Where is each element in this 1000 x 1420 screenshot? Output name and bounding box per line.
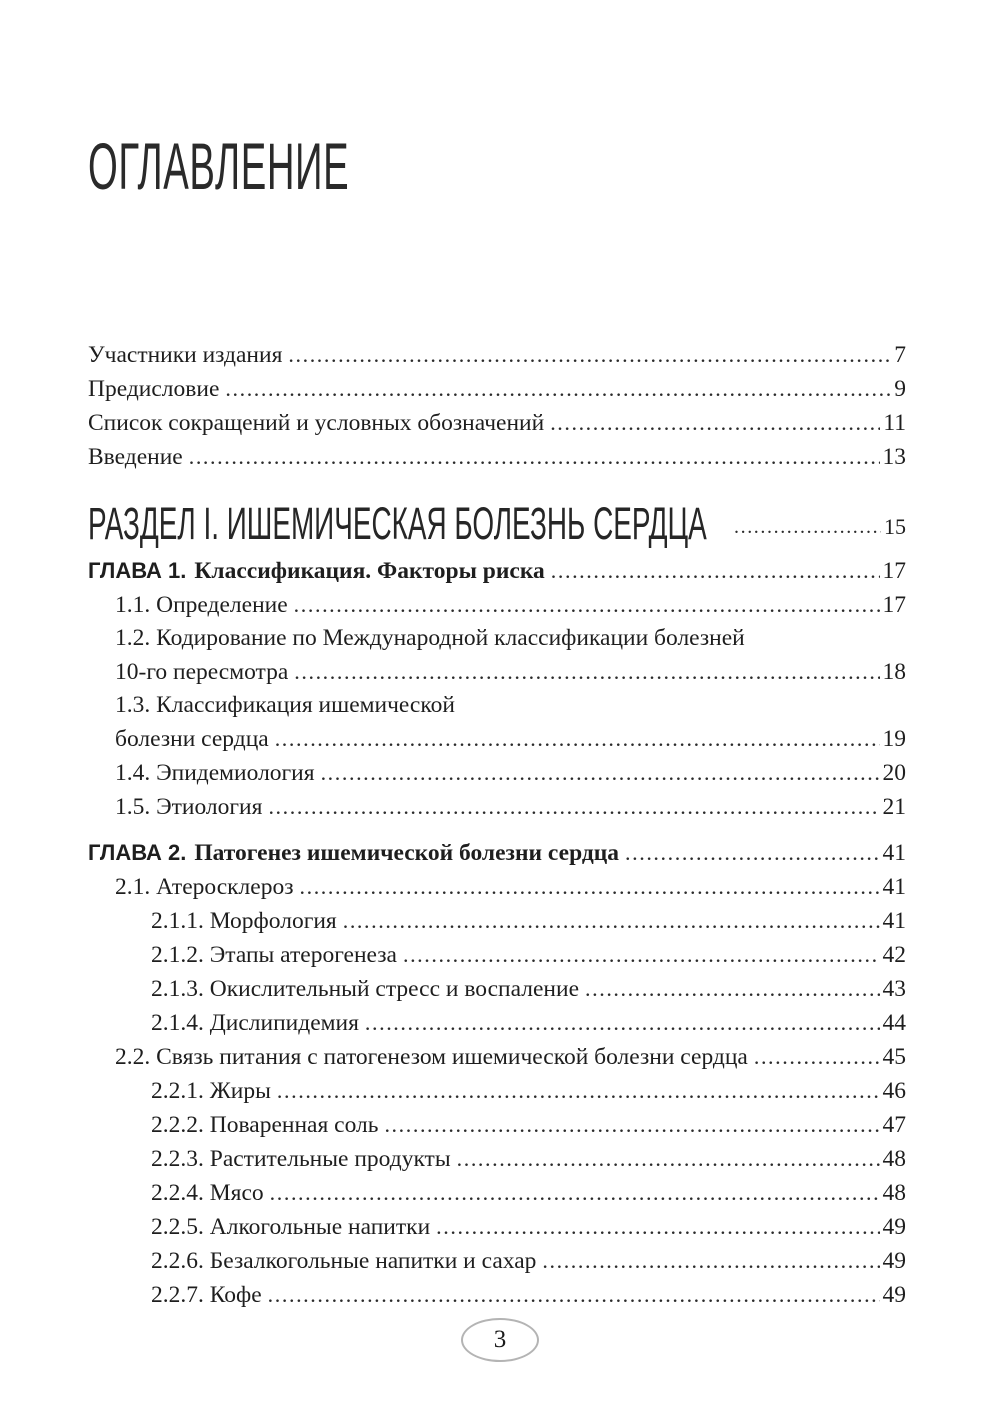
toc-entry-page-number: 47: [882, 1112, 906, 1138]
toc-entry-label: 2.2.5. Алкогольные напитки: [151, 1214, 431, 1240]
toc-entry-label: 1.3. Классификация ишемической: [115, 692, 455, 718]
toc-leader-dots: [288, 338, 891, 372]
toc-leader-dots: [542, 1244, 879, 1278]
toc-entry: [88, 622, 906, 655]
toc-entry-page-number: 41: [882, 908, 906, 934]
toc-entry-label: 1.5. Этиология: [115, 794, 263, 820]
toc-entry-label: 2.2.1. Жиры: [151, 1078, 271, 1104]
page-number-badge: [461, 1318, 539, 1362]
toc-entry: [88, 836, 906, 870]
toc-entry: [88, 1244, 906, 1278]
toc-entry-label: 2.2.3. Растительные продукты: [151, 1146, 451, 1172]
toc-entry-page-number: 44: [882, 1010, 906, 1036]
toc-entry-label: Список сокращений и условных обозначений: [88, 410, 545, 436]
toc-entry-page-number: 49: [882, 1214, 906, 1240]
toc-entry: [88, 554, 906, 588]
toc-leader-dots: [275, 722, 880, 756]
toc-entry: [88, 756, 906, 790]
toc-entry: [88, 1176, 906, 1210]
toc-entry: [88, 904, 906, 938]
toc-leader-dots: [625, 836, 879, 870]
toc-leader-dots: [436, 1210, 879, 1244]
toc-entry-page-number: 17: [882, 558, 906, 584]
toc-entry-page-number: 46: [882, 1078, 906, 1104]
toc-entry-label: 2.1.2. Этапы атерогенеза: [151, 942, 397, 968]
toc-entry-label: 2.1. Атеросклероз: [115, 874, 294, 900]
toc-entry-page-number: 43: [882, 976, 906, 1002]
toc-entry-label: 2.1.4. Дислипидемия: [151, 1010, 359, 1036]
document-page: [88, 0, 906, 1312]
toc-leader-dots: [585, 972, 879, 1006]
page-number: 3: [493, 1326, 507, 1353]
page-title-block: [88, 0, 906, 203]
toc-entry-page-number: 49: [882, 1248, 906, 1274]
toc-entry-label: Патогенез ишемической болезни сердца: [194, 840, 620, 866]
toc-entry-page-number: 48: [882, 1146, 906, 1172]
toc-entry-page-number: 18: [882, 659, 906, 685]
toc-section-title: РАЗДЕЛ I. ИШЕМИЧЕСКАЯ БОЛЕЗНЬ СЕРДЦА: [88, 498, 707, 549]
toc-entry-label: 1.4. Эпидемиология: [115, 760, 315, 786]
toc-entry: [88, 338, 906, 372]
toc-entry: [88, 655, 906, 689]
toc-section-title-wrap: [88, 498, 728, 549]
toc-entry-label: 2.1.3. Окислительный стресс и воспаление: [151, 976, 580, 1002]
toc-leader-dots: [294, 588, 880, 622]
chapter-prefix: ГЛАВА 2.: [88, 840, 187, 865]
toc-entry-page-number: 41: [882, 874, 906, 900]
toc-entry-label: Классификация. Факторы риска: [194, 558, 545, 584]
toc-leader-dots: [384, 1108, 879, 1142]
toc-entry: [88, 440, 906, 474]
toc-entry-page-number: 19: [882, 726, 906, 752]
toc-entry: [88, 1210, 906, 1244]
toc-section-heading-row: [88, 498, 906, 549]
toc-entry-label: 1.1. Определение: [115, 592, 288, 618]
toc-entry-page-number: 42: [882, 942, 906, 968]
toc-entry: [88, 870, 906, 904]
page-title: ОГЛАВЛЕНИЕ: [88, 129, 350, 203]
toc-leader-dots: [268, 790, 879, 824]
toc-leader-dots: [457, 1142, 880, 1176]
toc-leader-dots: [551, 554, 880, 588]
toc-entry-page-number: 13: [882, 444, 906, 470]
toc-entry: [88, 938, 906, 972]
toc-entry-label: 2.2. Связь питания с патогенезом ишемической болезни сердца: [115, 1044, 748, 1070]
toc-entry: [88, 1074, 906, 1108]
toc-entry: [88, 1142, 906, 1176]
toc-entry: [88, 722, 906, 756]
toc-leader-dots: [343, 904, 880, 938]
toc-entry: [88, 1278, 906, 1312]
toc-entry-page-number: 11: [883, 410, 906, 436]
toc-leader-dots: [300, 870, 880, 904]
toc-entry-label: Участники издания: [88, 342, 283, 368]
toc-entry-label: 2.2.6. Безалкогольные напитки и сахар: [151, 1248, 537, 1274]
toc-entry: [88, 1040, 906, 1074]
toc-section-page-number: 15: [884, 514, 906, 539]
toc-entry-label: 2.1.1. Морфология: [151, 908, 337, 934]
toc-leader-dots: [277, 1074, 880, 1108]
toc-entry-label: 10-го пересмотра: [115, 659, 289, 685]
toc-leader-dots: [189, 440, 880, 474]
toc-entry: [88, 689, 906, 722]
toc-entry-page-number: 45: [882, 1044, 906, 1070]
toc-entry: [88, 406, 906, 440]
toc-entry: [88, 372, 906, 406]
toc-entry-label: 2.2.2. Поваренная соль: [151, 1112, 379, 1138]
toc-entry-page-number: 48: [882, 1180, 906, 1206]
toc-leader-dots: [321, 756, 880, 790]
chapter-prefix: ГЛАВА 1.: [88, 558, 187, 583]
toc-entry: [88, 1006, 906, 1040]
toc-leader-dots: [550, 406, 880, 440]
toc-leader-dots: [365, 1006, 880, 1040]
toc-entry-label: 2.2.7. Кофе: [151, 1282, 262, 1308]
toc-entry-label: Предисловие: [88, 376, 220, 402]
toc-leader-dots: [270, 1176, 880, 1210]
toc-entry-page-number: 9: [894, 376, 906, 402]
toc-entry-label: 2.2.4. Мясо: [151, 1180, 264, 1206]
toc-entry: [88, 588, 906, 622]
toc-leader-dots: [403, 938, 880, 972]
toc-entry-page-number: 20: [882, 760, 906, 786]
toc-entry: [88, 972, 906, 1006]
toc-entry-page-number: 17: [882, 592, 906, 618]
toc-leader-dots: [734, 516, 881, 539]
toc-entry-page-number: 41: [882, 840, 906, 866]
toc-leader-dots: [268, 1278, 880, 1312]
toc-entry-label: Введение: [88, 444, 183, 470]
toc-entry-page-number: 7: [894, 342, 906, 368]
toc-leader-dots: [225, 372, 891, 406]
toc-leader-dots: [294, 655, 879, 689]
toc-entry: [88, 1108, 906, 1142]
toc-entry-label: болезни сердца: [115, 726, 269, 752]
toc-leader-dots: [754, 1040, 880, 1074]
toc-entry-label: 1.2. Кодирование по Международной классификации болезней: [115, 625, 745, 651]
toc-entry: [88, 790, 906, 824]
toc-entries-list: [88, 554, 906, 1312]
toc-entry-page-number: 21: [882, 794, 906, 820]
toc-front-matter-list: [88, 338, 906, 474]
toc-entry-page-number: 49: [882, 1282, 906, 1308]
